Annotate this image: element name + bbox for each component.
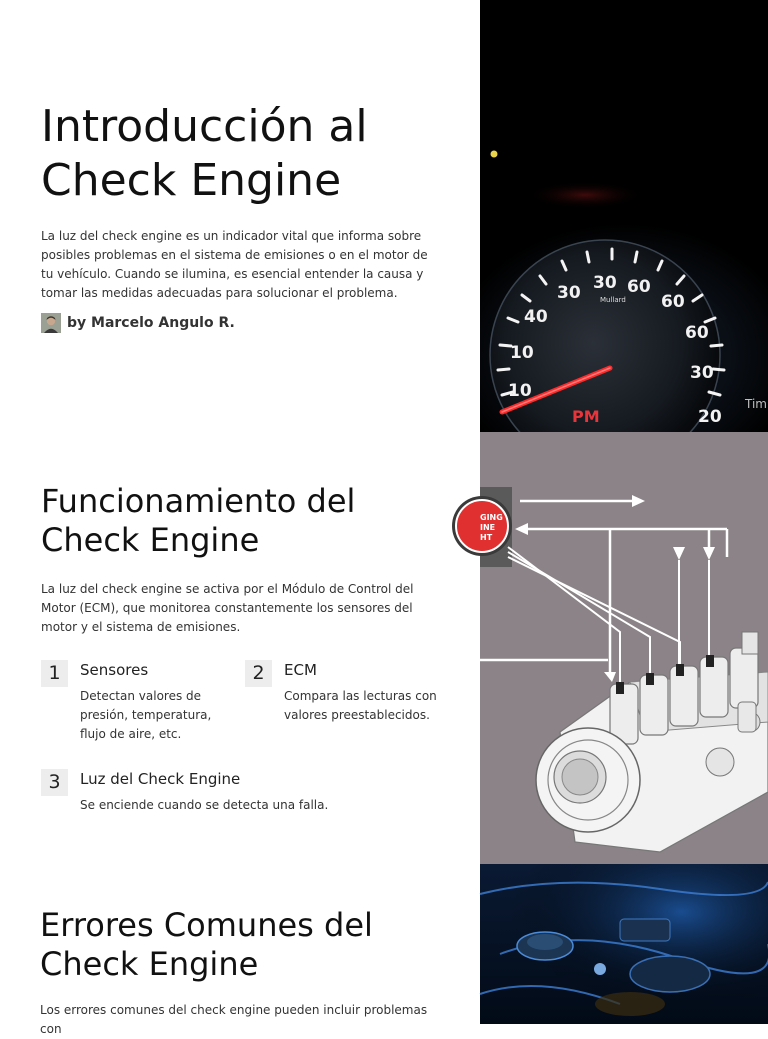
gauge-number: 30 (593, 273, 617, 293)
errors-text-column (0, 864, 480, 1036)
gauge-brand: Mullard (600, 296, 626, 304)
step-title: Luz del Check Engine (80, 770, 241, 788)
gauge-number: 20 (698, 407, 722, 427)
intro-title: Introducción al Check Engine (41, 101, 368, 206)
errors-description: Los errores comunes del check engine pueden incluir problemas con (40, 1003, 428, 1036)
gauge-number: 60 (661, 292, 685, 312)
intro-description: La luz del check engine es un indicador vital que informa sobre posibles problemas en el sistema de emisiones o en el motor de tu vehículo. Cuando se ilumina, es esencial entender la causa y tomar las medidas adecuadas para solucionar el problema. (41, 229, 428, 300)
step-number: 2 (245, 660, 272, 687)
intro-text-column (0, 0, 480, 432)
engine-bay-image (480, 864, 768, 1024)
step-description: Detectan valores de presión, temperatura, flujo de aire, etc. (80, 689, 212, 741)
step-number: 3 (41, 769, 68, 796)
step-description: Se enciende cuando se detecta una falla. (80, 798, 329, 812)
function-description: La luz del check engine se activa por el Módulo de Control del Motor (ECM), que monitorea constantemente los sensores del motor y el sistema de emisiones. (41, 582, 414, 634)
gauge-number: 30 (690, 363, 714, 383)
errors-title: Errores Comunes del Check Engine (40, 906, 373, 983)
gauge-number: 60 (627, 277, 651, 297)
avatar (41, 313, 61, 333)
author-byline (41, 313, 235, 333)
function-section (0, 432, 768, 864)
warning-light-text: INE (480, 523, 496, 532)
errors-section (0, 864, 768, 1036)
function-text-column (0, 432, 480, 864)
intro-section (0, 0, 768, 432)
step-description: Compara las lecturas con valores preestablecidos. (284, 689, 437, 722)
engine-diagram-image (480, 432, 768, 864)
gauge-number: 30 (557, 283, 581, 303)
warning-light-text: HT (480, 533, 493, 542)
step-number: 1 (41, 660, 68, 687)
step-title: ECM (284, 661, 317, 679)
gauge-number: 10 (508, 381, 532, 401)
gauge-pm-label: PM (572, 407, 600, 426)
gauge-number: 10 (510, 343, 534, 363)
gauge-number: 40 (524, 307, 548, 327)
gauge-number: 60 (685, 323, 709, 343)
gauge-tim-label: Tim (745, 397, 767, 411)
speedometer-image (480, 0, 768, 432)
step-title: Sensores (80, 661, 149, 679)
warning-light-text: GING (480, 513, 503, 522)
author-name: by Marcelo Angulo R. (67, 315, 235, 331)
function-title: Funcionamiento del Check Engine (41, 482, 356, 559)
